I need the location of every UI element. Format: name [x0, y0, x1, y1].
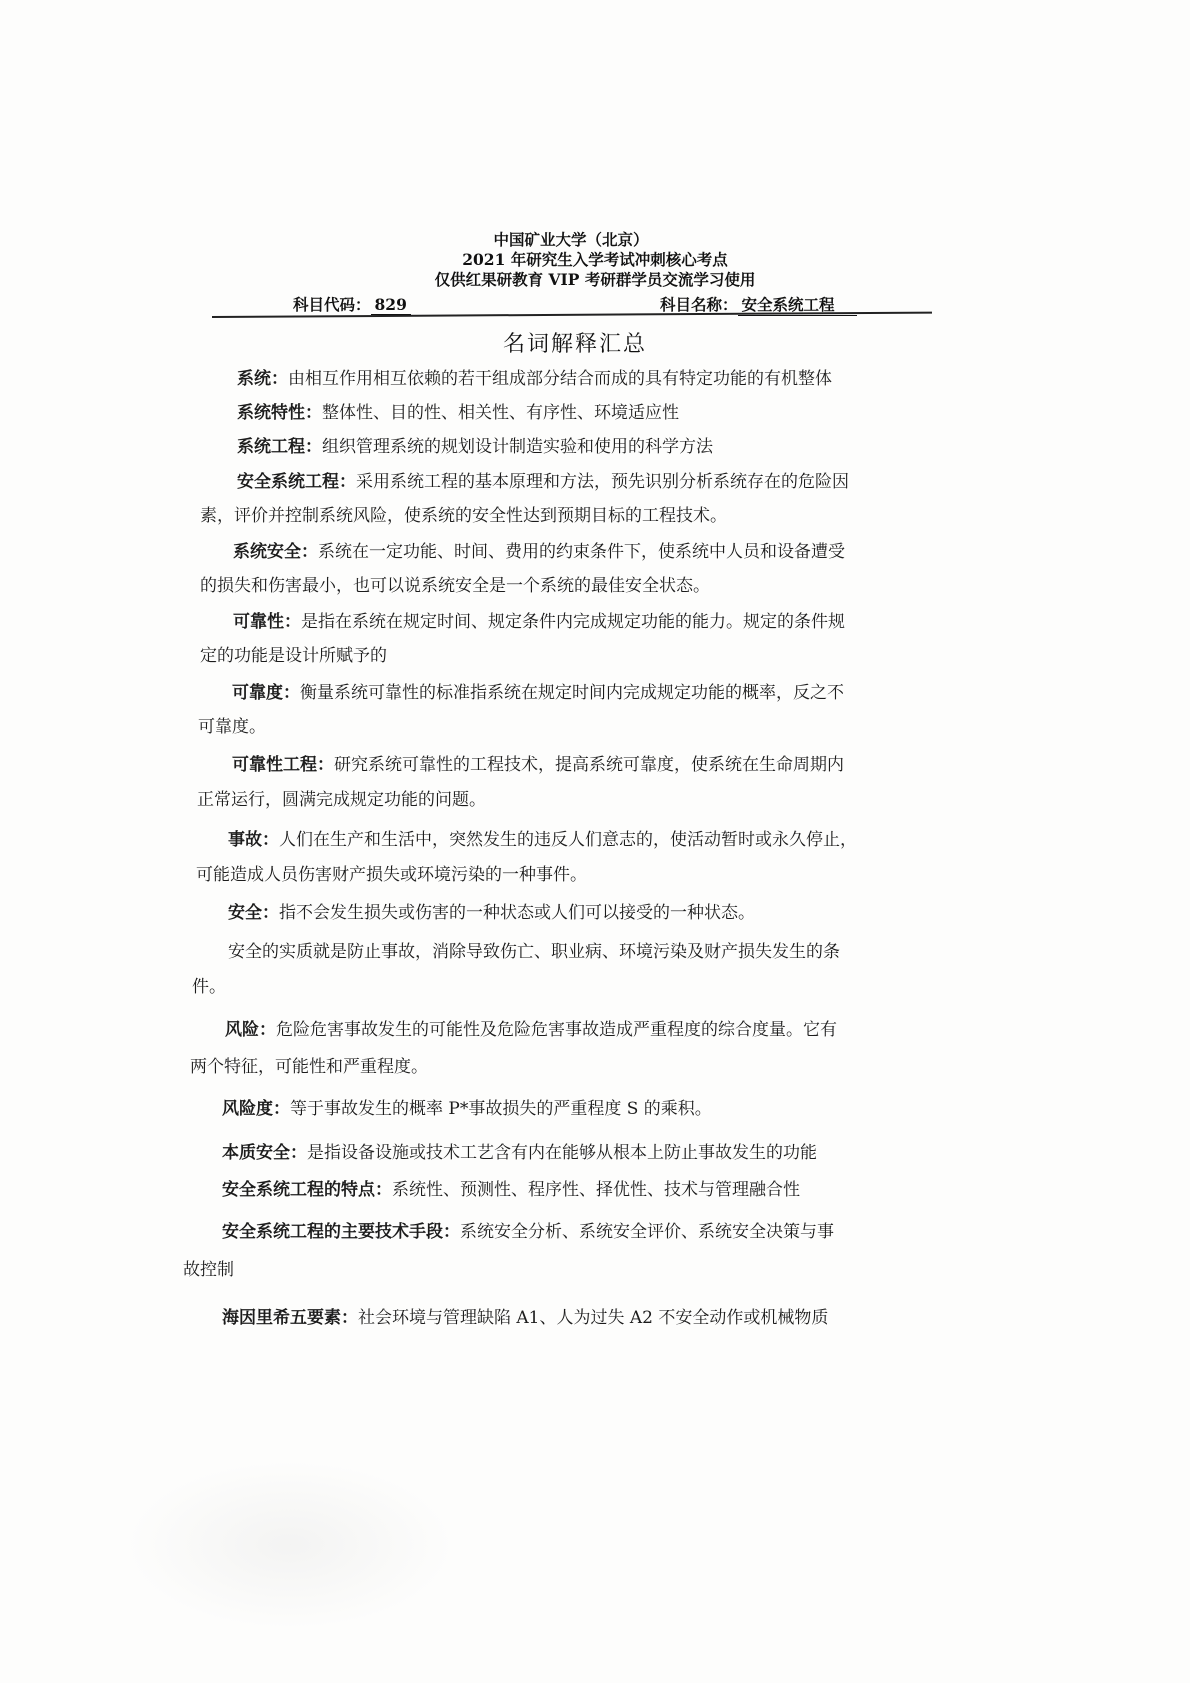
definition-entry — [237, 472, 849, 492]
subject-code-value: 829 — [371, 295, 411, 315]
subject-name-value: 安全系统工程 — [738, 293, 857, 316]
definition-text: 衡量系统可靠性的标准指系统在规定时间内完成规定功能的概率，反之不 — [300, 683, 844, 703]
definition-entry — [237, 369, 832, 389]
definition-term: 可靠度： — [232, 683, 300, 703]
definition-continuation: 两个特征，可能性和严重程度。 — [190, 1057, 428, 1077]
definition-text: 安全的实质就是防止事故，消除导致伤亡、职业病、环境污染及财产损失发生的条 — [228, 942, 840, 962]
definition-text: 采用系统工程的基本原理和方法，预先识别分析系统存在的危险因 — [356, 472, 849, 492]
exam-title: 2021 年研究生入学考试冲刺核心考点 — [462, 250, 728, 269]
definition-text: 系统在一定功能、时间、费用的约束条件下，使系统中人员和设备遭受 — [318, 542, 845, 562]
definition-entry — [228, 942, 840, 962]
definition-continuation: 故控制 — [183, 1260, 234, 1280]
definition-term: 风险度： — [222, 1099, 290, 1119]
definition-entry — [225, 1020, 837, 1040]
definition-continuation: 可靠度。 — [198, 717, 266, 737]
definition-entry — [222, 1222, 834, 1242]
definition-term: 安全系统工程的主要技术手段： — [222, 1222, 460, 1242]
definition-term: 海因里希五要素： — [222, 1308, 358, 1328]
definition-entry — [237, 403, 679, 423]
subject-name-label: 科目名称： — [660, 295, 738, 314]
definition-entry — [222, 1180, 800, 1200]
definition-entry — [222, 1143, 817, 1163]
definition-text: 人们在生产和生活中，突然发生的违反人们意志的，使活动暂时或永久停止， — [279, 830, 857, 850]
definition-term: 安全系统工程的特点： — [222, 1180, 392, 1200]
definition-text: 社会环境与管理缺陷 A1、人为过失 A2 不安全动作或机械物质 — [358, 1308, 829, 1328]
definition-entry — [228, 903, 755, 923]
definition-text: 指不会发生损失或伤害的一种状态或人们可以接受的一种状态。 — [279, 903, 755, 923]
definition-text: 组织管理系统的规划设计制造实验和使用的科学方法 — [322, 437, 713, 457]
definition-term: 风险： — [225, 1020, 276, 1040]
usage-notice: 仅供红果研教育 VIP 考研群学员交流学习使用 — [434, 270, 756, 289]
definition-text: 危险危害事故发生的可能性及危险危害事故造成严重程度的综合度量。它有 — [276, 1020, 837, 1040]
definition-entry — [222, 1308, 828, 1328]
definition-text: 整体性、目的性、相关性、有序性、环境适应性 — [322, 403, 679, 423]
definition-term: 系统特性： — [237, 403, 322, 423]
definition-entry — [233, 542, 845, 562]
subject-code-field — [293, 293, 411, 315]
subject-code-label: 科目代码： — [293, 295, 371, 314]
school-name: 中国矿业大学（北京） — [493, 230, 649, 249]
definition-continuation: 素，评价并控制系统风险，使系统的安全性达到预期目标的工程技术。 — [200, 506, 727, 526]
definition-term: 安全系统工程： — [237, 472, 356, 492]
definition-text: 等于事故发生的概率 P*事故损失的严重程度 S 的乘积。 — [290, 1099, 712, 1119]
definition-continuation: 正常运行，圆满完成规定功能的问题。 — [197, 790, 486, 810]
definition-continuation: 定的功能是设计所赋予的 — [200, 646, 387, 666]
definition-term: 系统安全： — [233, 542, 318, 562]
definition-term: 系统： — [237, 369, 288, 389]
definition-continuation: 件。 — [192, 977, 226, 997]
document-header — [0, 230, 1190, 290]
definition-text: 是指在系统在规定时间、规定条件内完成规定功能的能力。规定的条件规 — [301, 612, 845, 632]
definition-text: 系统安全分析、系统安全评价、系统安全决策与事 — [460, 1222, 834, 1242]
definition-term: 安全： — [228, 903, 279, 923]
page-title — [0, 327, 1190, 358]
definition-continuation: 的损失和伤害最小，也可以说系统安全是一个系统的最佳安全状态。 — [200, 576, 710, 596]
definition-continuation: 可能造成人员伤害财产损失或环境污染的一种事件。 — [196, 865, 587, 885]
definition-term: 系统工程： — [237, 437, 322, 457]
definition-entry — [222, 1099, 712, 1119]
definition-text: 是指设备设施或技术工艺含有内在能够从根本上防止事故发生的功能 — [307, 1143, 817, 1163]
definition-term: 事故： — [228, 830, 279, 850]
definition-term: 可靠性： — [233, 612, 301, 632]
definition-text: 研究系统可靠性的工程技术，提高系统可靠度，使系统在生命周期内 — [334, 755, 844, 775]
definition-term: 可靠性工程： — [232, 755, 334, 775]
definition-entry — [228, 830, 857, 850]
scan-artifact — [125, 1460, 455, 1630]
definition-entry — [233, 612, 845, 632]
definition-entry — [232, 755, 844, 775]
definition-text: 由相互作用相互依赖的若干组成部分结合而成的具有特定功能的有机整体 — [288, 369, 832, 389]
definition-entry — [232, 683, 844, 703]
definition-term: 本质安全： — [222, 1143, 307, 1163]
page-title-text: 名词解释汇总 — [502, 332, 647, 357]
definition-entry — [237, 437, 713, 457]
definition-text: 系统性、预测性、程序性、择优性、技术与管理融合性 — [392, 1180, 800, 1200]
